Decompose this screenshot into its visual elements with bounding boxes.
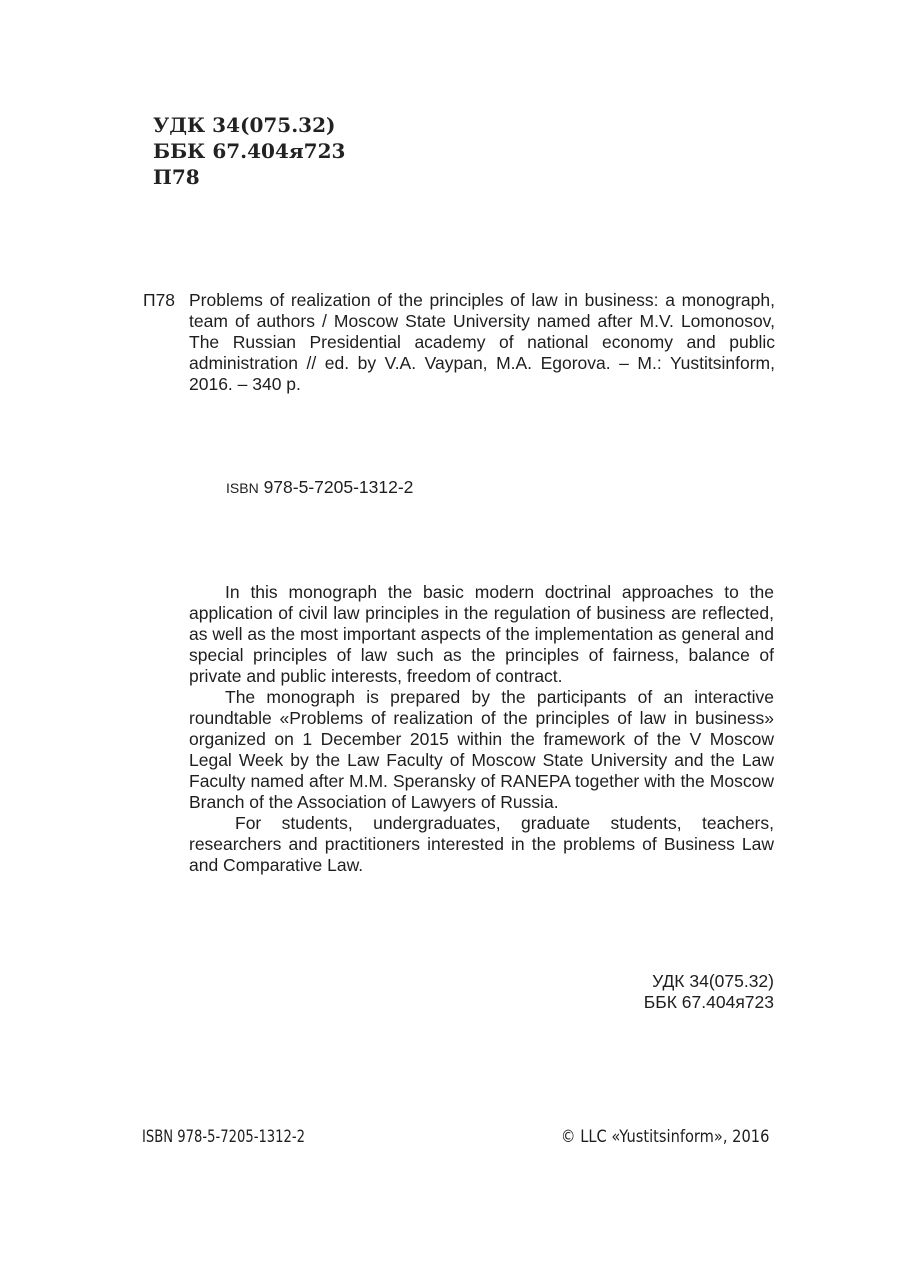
- bibliographic-record: [143, 290, 775, 395]
- footer-copyright: © LLC «Yustitsinform», 2016: [560, 1127, 769, 1147]
- classification-codes-right: [644, 971, 774, 1013]
- bbk-code: ББК 67.404я723: [153, 139, 346, 163]
- isbn-number: 978-5-7205-1312-2: [263, 477, 414, 497]
- isbn-label: ISBN: [226, 480, 259, 496]
- classification-codes-top: [153, 112, 345, 190]
- abstract-paragraph: In this monograph the basic modern doctrinal approaches to the application of civil law principles in the regulation of business are reflected, as well as the most important aspects of the implementation as general and special principles of law such as the principles of fairness, balance of private and public interests, freedom of contract.: [189, 582, 774, 686]
- footer-isbn: ISBN 978-5-7205-1312-2: [142, 1127, 306, 1147]
- bibliographic-author-mark: П78: [143, 290, 176, 310]
- abstract-paragraph: The monograph is prepared by the participants of an interactive roundtable «Problems of realization of the principles of law in business» organized on 1 December 2015 within the framework of the V Moscow Legal Week by the Law Faculty of Moscow State University and the Law Faculty named after M.M. Speransky of RANEPA together with the Moscow Branch of the Association of Lawyers of Russia.: [189, 687, 774, 812]
- udk-code: УДК 34(075.32): [153, 113, 336, 137]
- bbk-code-right: ББК 67.404я723: [643, 992, 774, 1012]
- udk-code-right: УДК 34(075.32): [652, 971, 774, 991]
- author-mark: П78: [153, 165, 200, 189]
- bibliographic-description: Problems of realization of the principles of law in business: a monograph, team of authors / Moscow State University named after M.V. Lomonosov, The Russian Presidential academy of national economy and public administration // ed. by V.A. Vaypan, M.A. Egorova. – M.: Yustitsinform, 2016. – 340 p.: [189, 290, 775, 394]
- abstract-paragraph: For students, undergraduates, graduate students, teachers, researchers and practitioners interested in the problems of Business Law and Comparative Law.: [189, 813, 774, 875]
- isbn-line: [226, 477, 413, 499]
- abstract: [189, 582, 774, 876]
